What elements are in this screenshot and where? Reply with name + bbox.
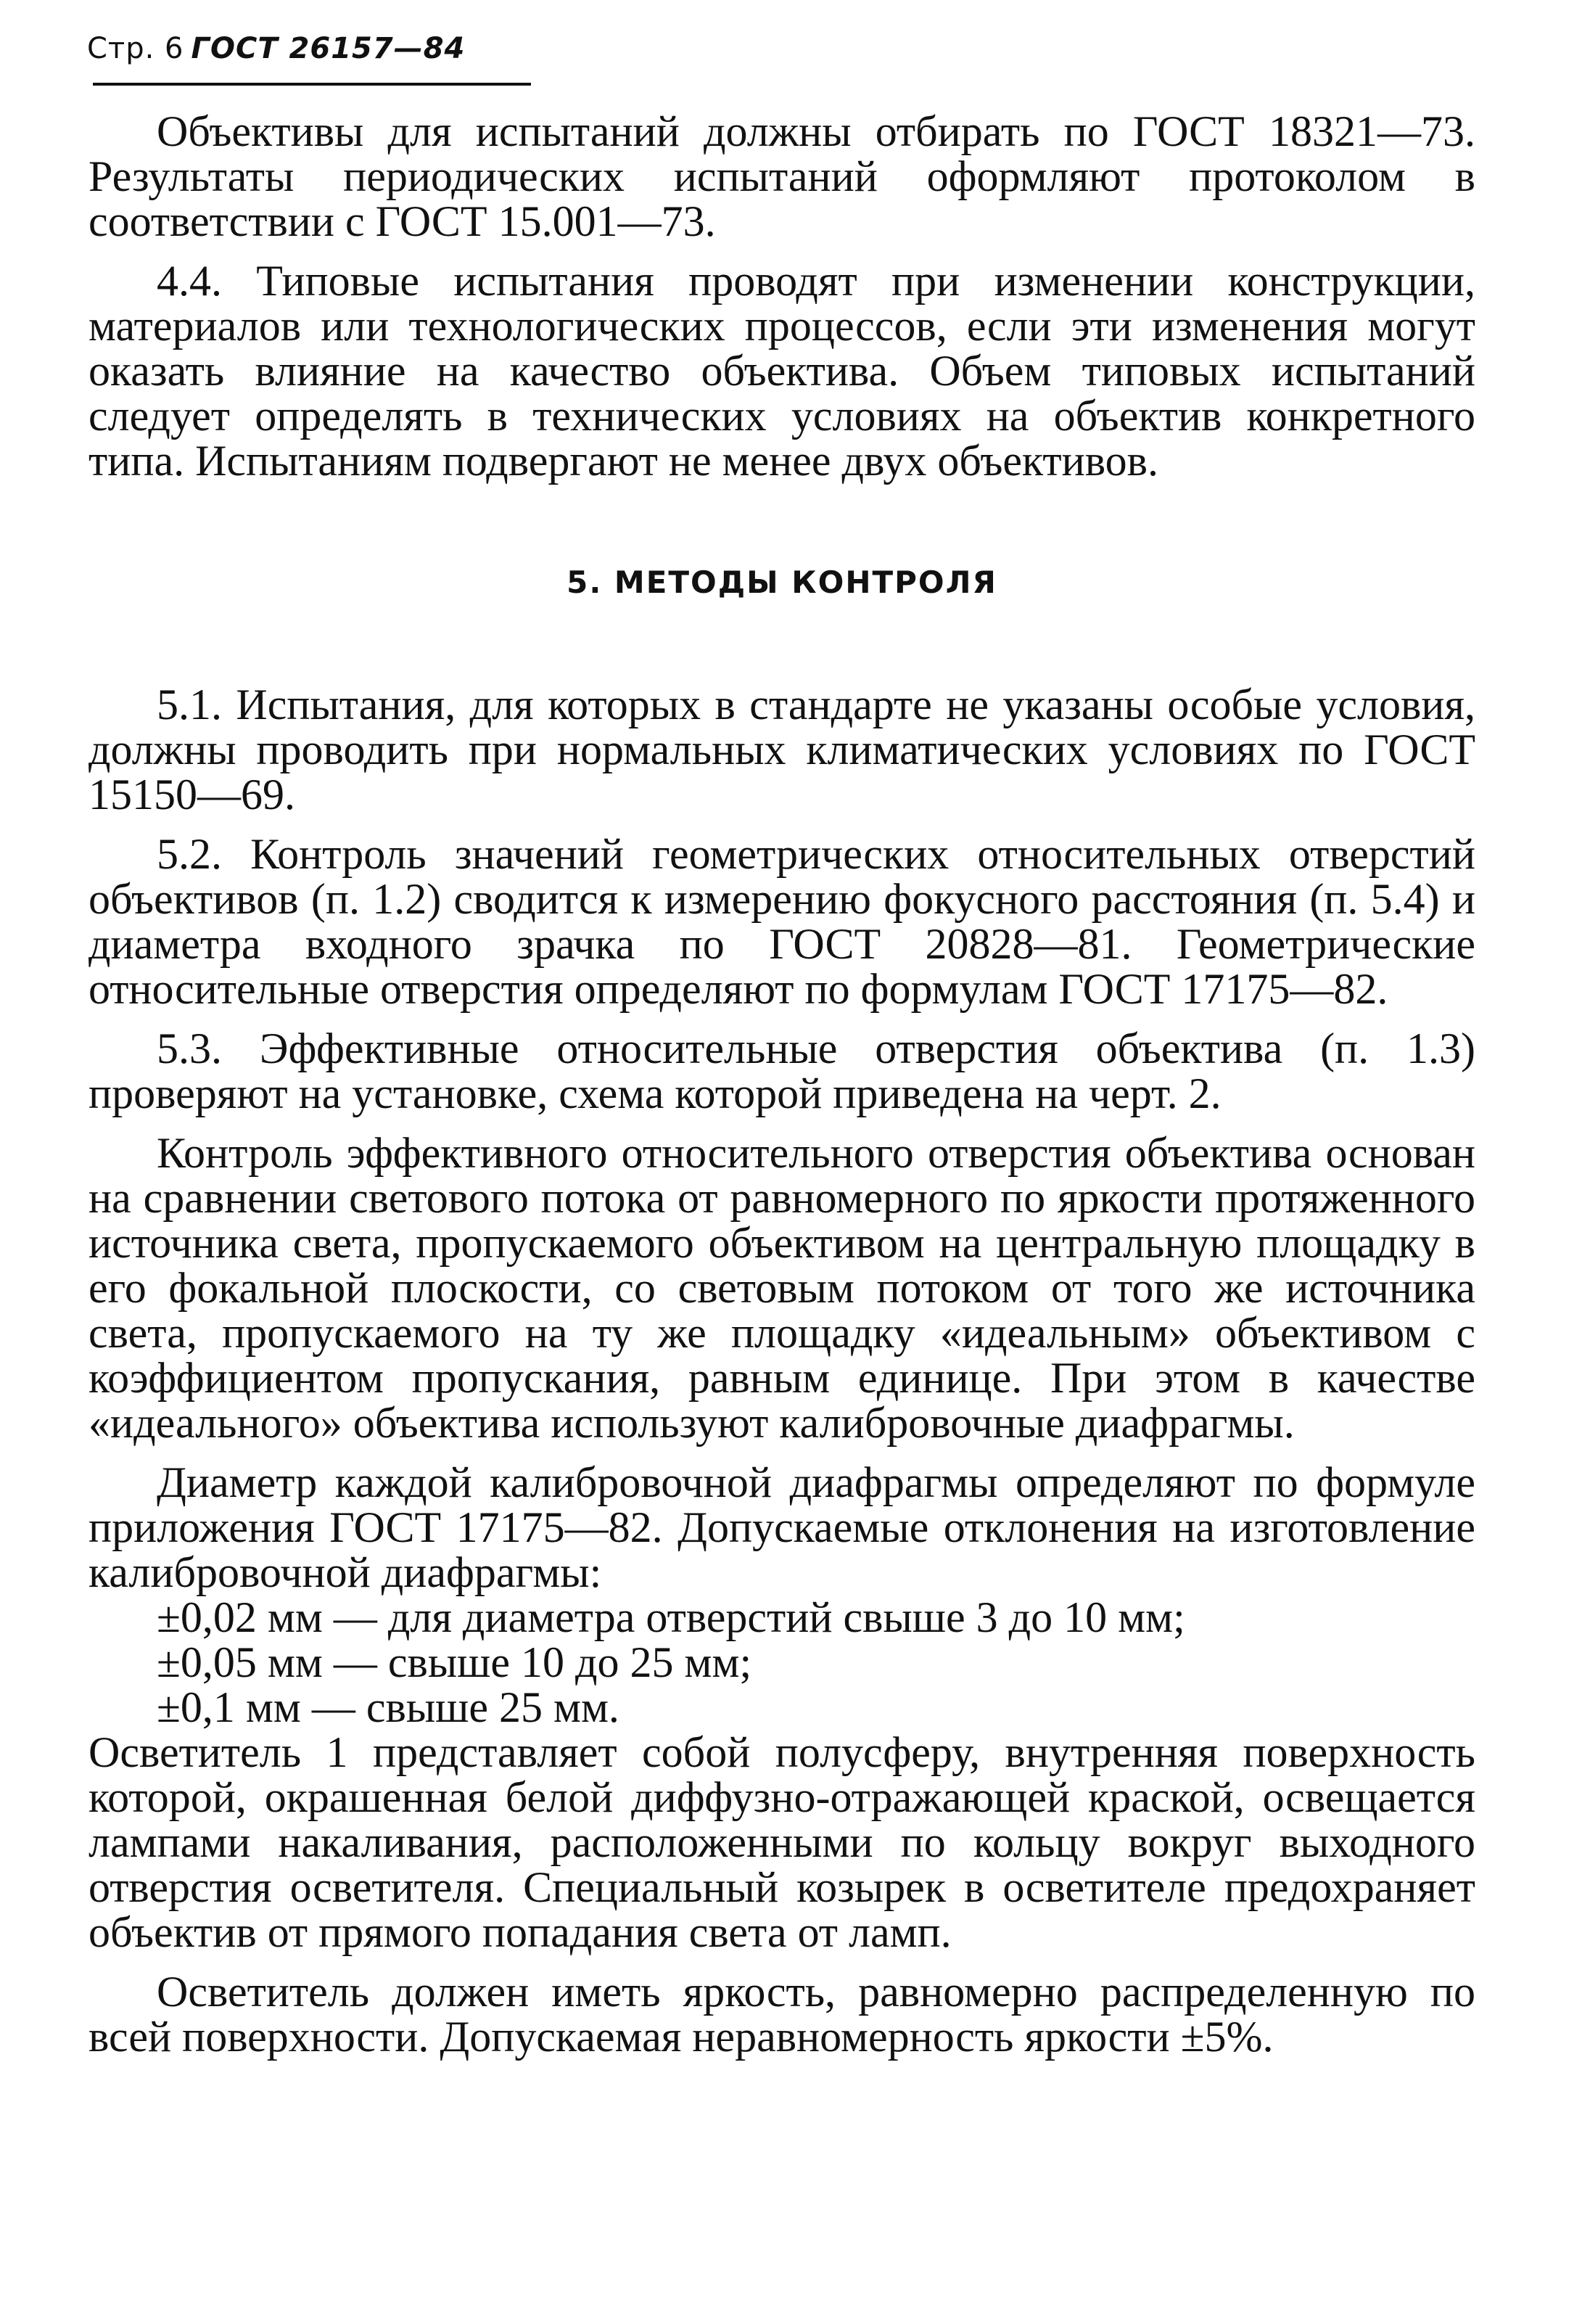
paragraph-aperture-control: Контроль эффективного относительного отверстия объектива основан на сравнении светового потока от равномерного по яркости протяженного источника света, пропускаемого объективом на центральную площадку в его фокальной плоскости, со световым потоком от того же источника света, пропускаемого на ту же площадку «идеальным» объективом с коэффициентом пропускания, равным единице. При этом в качестве «идеального» объектива используют калибровочные диафрагмы. xyxy=(88,1129,1475,1447)
tolerance-line: ±0,02 мм — для диаметра отверстий свыше 3 до 10 мм; xyxy=(157,1593,1185,1641)
document-body xyxy=(88,109,1475,2059)
paragraph-5-2: 5.2. Контроль значений геометрических относительных отверстий объективов (п. 1.2) сводится к измерению фокусного расстояния (п. 5.4) и диаметра входного зрачка по ГОСТ 20828—81. Геометрические относительные отверстия определяют по формулам ГОСТ 17175—82. xyxy=(88,830,1475,1013)
paragraph-lens-selection: Объективы для испытаний должны отбирать по ГОСТ 18321—73. Результаты периодических испытаний оформляют протоколом в соответствии с ГОСТ 15.001—73. xyxy=(88,107,1475,245)
paragraph-4-4: 4.4. Типовые испытания проводят при изменении конструкции, материалов или технологических процессов, если эти изменения могут оказать влияние на качество объектива. Объем типовых испытаний следует определять в технических условиях на объектив конкретного типа. Испытаниям подвергают не менее двух объективов. xyxy=(88,257,1475,485)
paragraph-illuminator: Осветитель 1 представляет собой полусферу, внутренняя поверхность которой, окрашенная белой диффузно-отражающей краской, освещается лампами накаливания, расположенными по кольцу вокруг выходного отверстия осветителя. Специальный козырек в осветителе предохраняет объектив от прямого попадания света от ламп. xyxy=(88,1728,1475,1956)
header-underline xyxy=(93,83,531,86)
paragraph-5-1: 5.1. Испытания, для которых в стандарте не указаны особые условия, должны проводить при нормальных климатических условиях по ГОСТ 15150—69. xyxy=(88,681,1475,818)
tolerance-line: ±0,05 мм — свыше 10 до 25 мм; xyxy=(157,1638,752,1686)
running-header xyxy=(87,32,465,65)
tolerance-line: ±0,1 мм — свыше 25 мм. xyxy=(157,1683,619,1731)
paragraph-illuminator-brightness: Осветитель должен иметь яркость, равномерно распределенную по всей поверхности. Допускаемая неравномерность яркости ±5%. xyxy=(88,1968,1475,2061)
paragraph-5-3: 5.3. Эффективные относительные отверстия объектива (п. 1.3) проверяют на установке, схема которой приведена на черт. 2. xyxy=(88,1025,1475,1117)
section-heading: 5. МЕТОДЫ КОНТРОЛЯ xyxy=(567,564,997,600)
document-code: ГОСТ 26157—84 xyxy=(191,32,466,65)
page-number-label: Стр. 6 xyxy=(87,32,184,65)
paragraph-calibration-diaphragm: Диаметр каждой калибровочной диафрагмы определяют по формуле приложения ГОСТ 17175—82. Допускаемые отклонения на изготовление калибровочной диафрагмы: xyxy=(88,1458,1475,1596)
